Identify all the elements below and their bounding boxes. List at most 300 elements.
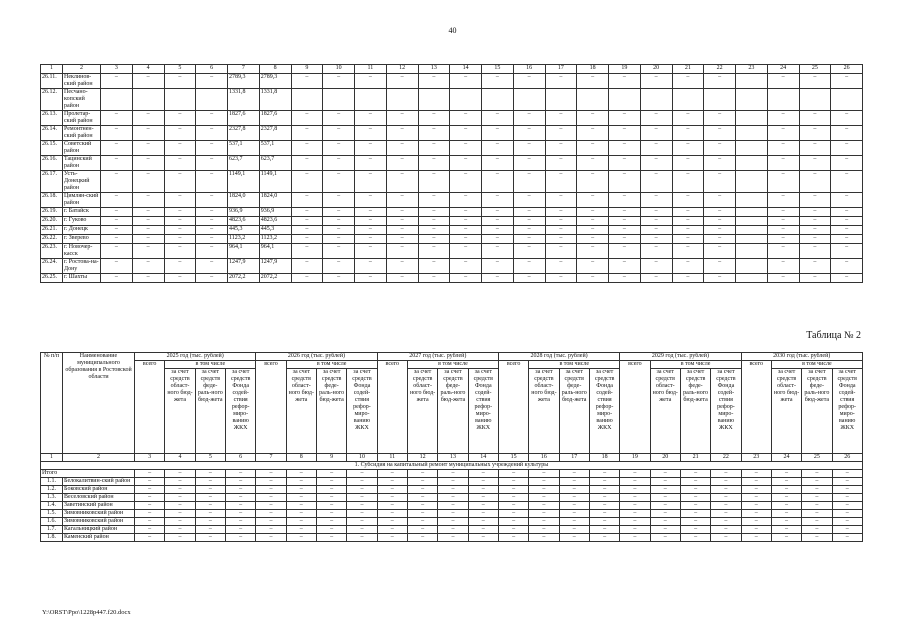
- dash-cell: –: [225, 534, 255, 542]
- table-row: [41, 534, 863, 542]
- dash-cell: –: [802, 526, 832, 534]
- dash-cell: –: [450, 156, 482, 171]
- dash-cell: –: [407, 526, 437, 534]
- dash-cell: –: [802, 510, 832, 518]
- dash-cell: –: [577, 171, 609, 193]
- column-number: 4: [132, 65, 164, 74]
- header-row-years: [41, 353, 863, 361]
- dash-cell: –: [640, 126, 672, 141]
- dash-cell: –: [165, 502, 195, 510]
- dash-cell: –: [529, 526, 559, 534]
- year-header: 2029 год (тыс. рублей): [620, 353, 741, 361]
- dash-cell: –: [386, 193, 418, 208]
- dash-cell: –: [741, 478, 771, 486]
- dash-cell: –: [609, 235, 641, 244]
- dash-cell: –: [672, 244, 704, 259]
- dash-cell: –: [286, 534, 316, 542]
- header-row-incl: [41, 361, 863, 369]
- dash-cell: –: [468, 470, 498, 478]
- dash-cell: –: [741, 486, 771, 494]
- empty-cell: [132, 89, 164, 111]
- dash-cell: –: [672, 141, 704, 156]
- empty-cell: [831, 89, 863, 111]
- value-cell: 1123,2: [259, 235, 291, 244]
- dash-cell: –: [355, 208, 387, 217]
- column-number: 15: [498, 454, 528, 462]
- dash-cell: –: [101, 274, 133, 283]
- row-number: 26.23.: [41, 244, 63, 259]
- dash-cell: –: [195, 502, 225, 510]
- dash-cell: –: [704, 217, 736, 226]
- dash-cell: –: [355, 111, 387, 126]
- dash-cell: –: [256, 526, 286, 534]
- dash-cell: –: [195, 534, 225, 542]
- dash-cell: –: [767, 235, 799, 244]
- dash-cell: –: [323, 235, 355, 244]
- dash-cell: –: [132, 74, 164, 89]
- table-row: [41, 141, 863, 156]
- dash-cell: –: [482, 208, 514, 217]
- dash-cell: –: [589, 494, 619, 502]
- dash-cell: –: [355, 156, 387, 171]
- dash-cell: –: [831, 141, 863, 156]
- column-number: 3: [135, 454, 165, 462]
- dash-cell: –: [498, 526, 528, 534]
- dash-cell: –: [438, 494, 468, 502]
- dash-cell: –: [135, 502, 165, 510]
- dash-cell: –: [559, 534, 589, 542]
- dash-cell: –: [545, 74, 577, 89]
- dash-cell: –: [545, 208, 577, 217]
- dash-cell: –: [802, 478, 832, 486]
- dash-cell: –: [316, 470, 346, 478]
- dash-cell: –: [513, 141, 545, 156]
- dash-cell: –: [418, 274, 450, 283]
- column-number: 21: [672, 65, 704, 74]
- empty-cell: [736, 259, 768, 274]
- dash-cell: –: [559, 502, 589, 510]
- dash-cell: –: [680, 510, 710, 518]
- dash-cell: –: [164, 274, 196, 283]
- incl-header: в том числе: [771, 361, 862, 369]
- federal-budget-header: за счет средств феде-раль-ного бюд-жета: [559, 369, 589, 454]
- value-cell: 445,3: [228, 226, 260, 235]
- dash-cell: –: [640, 226, 672, 235]
- dash-cell: –: [513, 111, 545, 126]
- dash-cell: –: [407, 470, 437, 478]
- dash-cell: –: [799, 74, 831, 89]
- regional-budget-header: за счет средств област-ного бюд-жета: [286, 369, 316, 454]
- value-cell: 2789,3: [228, 74, 260, 89]
- dash-cell: –: [799, 244, 831, 259]
- federal-budget-header: за счет средств феде-раль-ного бюд-жета: [438, 369, 468, 454]
- dash-cell: –: [498, 486, 528, 494]
- dash-cell: –: [704, 126, 736, 141]
- dash-cell: –: [418, 259, 450, 274]
- dash-cell: –: [286, 502, 316, 510]
- dash-cell: –: [256, 502, 286, 510]
- dash-cell: –: [609, 208, 641, 217]
- dash-cell: –: [256, 510, 286, 518]
- dash-cell: –: [672, 126, 704, 141]
- dash-cell: –: [164, 171, 196, 193]
- empty-cell: [736, 89, 768, 111]
- dash-cell: –: [377, 478, 407, 486]
- column-number: 22: [711, 454, 741, 462]
- dash-cell: –: [256, 518, 286, 526]
- empty-cell: [799, 89, 831, 111]
- row-number: 26.13.: [41, 111, 63, 126]
- dash-cell: –: [577, 217, 609, 226]
- dash-cell: –: [291, 193, 323, 208]
- dash-cell: –: [672, 259, 704, 274]
- incl-header: в том числе: [529, 361, 620, 369]
- dash-cell: –: [609, 217, 641, 226]
- dash-cell: –: [468, 478, 498, 486]
- dash-cell: –: [482, 274, 514, 283]
- dash-cell: –: [323, 226, 355, 235]
- value-cell: 1827,6: [259, 111, 291, 126]
- table-row: [41, 486, 863, 494]
- dash-cell: –: [831, 171, 863, 193]
- dash-cell: –: [650, 510, 680, 518]
- dash-cell: –: [355, 141, 387, 156]
- dash-cell: –: [165, 526, 195, 534]
- page-number: 40: [448, 26, 457, 35]
- empty-cell: [736, 226, 768, 235]
- dash-cell: –: [767, 274, 799, 283]
- dash-cell: –: [450, 171, 482, 193]
- dash-cell: –: [513, 171, 545, 193]
- value-cell: 1247,9: [228, 259, 260, 274]
- dash-cell: –: [438, 486, 468, 494]
- dash-cell: –: [545, 156, 577, 171]
- dash-cell: –: [559, 494, 589, 502]
- dash-cell: –: [135, 494, 165, 502]
- dash-cell: –: [195, 518, 225, 526]
- value-cell: 1149,1: [259, 171, 291, 193]
- dash-cell: –: [672, 193, 704, 208]
- value-cell: 2789,3: [259, 74, 291, 89]
- column-number: 9: [291, 65, 323, 74]
- regional-budget-header: за счет средств област-ного бюд-жета: [529, 369, 559, 454]
- year-header: 2028 год (тыс. рублей): [498, 353, 619, 361]
- dash-cell: –: [711, 510, 741, 518]
- dash-cell: –: [799, 141, 831, 156]
- column-number: 1: [41, 454, 63, 462]
- dash-cell: –: [286, 510, 316, 518]
- empty-cell: [640, 89, 672, 111]
- dash-cell: –: [165, 518, 195, 526]
- dash-cell: –: [196, 156, 228, 171]
- dash-cell: –: [418, 208, 450, 217]
- dash-cell: –: [704, 74, 736, 89]
- dash-cell: –: [831, 226, 863, 235]
- value-cell: 964,1: [228, 244, 260, 259]
- row-number: 26.18.: [41, 193, 63, 208]
- empty-cell: [355, 89, 387, 111]
- municipality-name: Веселовский район: [63, 494, 135, 502]
- dash-cell: –: [640, 74, 672, 89]
- empty-cell: [736, 141, 768, 156]
- dash-cell: –: [418, 244, 450, 259]
- dash-cell: –: [704, 156, 736, 171]
- column-number: 9: [316, 454, 346, 462]
- total-header: всего: [498, 361, 528, 454]
- row-number: 1.5.: [41, 510, 63, 518]
- dash-cell: –: [545, 259, 577, 274]
- dash-cell: –: [323, 244, 355, 259]
- dash-cell: –: [355, 74, 387, 89]
- name-header: Наименование муниципального образования в Ростовской области: [63, 353, 135, 454]
- dash-cell: –: [559, 478, 589, 486]
- dash-cell: –: [132, 244, 164, 259]
- dash-cell: –: [640, 156, 672, 171]
- dash-cell: –: [450, 226, 482, 235]
- value-cell: 623,7: [259, 156, 291, 171]
- dash-cell: –: [609, 111, 641, 126]
- dash-cell: –: [132, 171, 164, 193]
- dash-cell: –: [101, 217, 133, 226]
- dash-cell: –: [291, 111, 323, 126]
- column-number: 2: [63, 65, 101, 74]
- dash-cell: –: [482, 226, 514, 235]
- empty-cell: [609, 89, 641, 111]
- dash-cell: –: [468, 526, 498, 534]
- regional-budget-header: за счет средств област-ного бюд-жета: [165, 369, 195, 454]
- value-cell: 537,1: [228, 141, 260, 156]
- dash-cell: –: [355, 274, 387, 283]
- dash-cell: –: [101, 235, 133, 244]
- dash-cell: –: [609, 141, 641, 156]
- dash-cell: –: [771, 494, 801, 502]
- column-number: 6: [225, 454, 255, 462]
- dash-cell: –: [711, 518, 741, 526]
- dash-cell: –: [741, 494, 771, 502]
- dash-cell: –: [609, 74, 641, 89]
- municipality-name: Кагальницкий район: [63, 526, 135, 534]
- value-cell: 2327,8: [259, 126, 291, 141]
- column-number: 22: [704, 65, 736, 74]
- dash-cell: –: [468, 510, 498, 518]
- dash-cell: –: [196, 244, 228, 259]
- dash-cell: –: [132, 126, 164, 141]
- column-number: 24: [771, 454, 801, 462]
- row-number: 26.25.: [41, 274, 63, 283]
- dash-cell: –: [355, 235, 387, 244]
- dash-cell: –: [767, 126, 799, 141]
- dash-cell: –: [132, 156, 164, 171]
- dash-cell: –: [418, 111, 450, 126]
- year-header: 2025 год (тыс. рублей): [135, 353, 256, 361]
- table-row: [41, 518, 863, 526]
- dash-cell: –: [386, 171, 418, 193]
- dash-cell: –: [165, 470, 195, 478]
- housing-fund-header: за счет средств Фонда содей-ствия рефор-миро-ванию ЖКХ: [832, 369, 862, 454]
- dash-cell: –: [577, 226, 609, 235]
- empty-cell: [482, 89, 514, 111]
- dash-cell: –: [767, 156, 799, 171]
- dash-cell: –: [680, 526, 710, 534]
- row-number: 26.21.: [41, 226, 63, 235]
- table-row: [41, 510, 863, 518]
- column-number: 6: [196, 65, 228, 74]
- dash-cell: –: [589, 470, 619, 478]
- dash-cell: –: [767, 74, 799, 89]
- dash-cell: –: [286, 470, 316, 478]
- dash-cell: –: [316, 518, 346, 526]
- dash-cell: –: [620, 518, 650, 526]
- empty-cell: [736, 126, 768, 141]
- dash-cell: –: [355, 244, 387, 259]
- dash-cell: –: [513, 208, 545, 217]
- dash-cell: –: [386, 111, 418, 126]
- dash-cell: –: [482, 259, 514, 274]
- dash-cell: –: [450, 259, 482, 274]
- dash-cell: –: [640, 235, 672, 244]
- dash-cell: –: [640, 217, 672, 226]
- dash-cell: –: [559, 518, 589, 526]
- dash-cell: –: [291, 171, 323, 193]
- column-number: 17: [545, 65, 577, 74]
- dash-cell: –: [195, 526, 225, 534]
- dash-cell: –: [577, 74, 609, 89]
- table-row: [41, 226, 863, 235]
- dash-cell: –: [291, 141, 323, 156]
- municipality-name: Усть-Донецкий район: [63, 171, 101, 193]
- table-row: [41, 126, 863, 141]
- dash-cell: –: [704, 111, 736, 126]
- dash-cell: –: [498, 494, 528, 502]
- federal-budget-header: за счет средств феде-раль-ного бюд-жета: [802, 369, 832, 454]
- column-number: 13: [418, 65, 450, 74]
- dash-cell: –: [132, 208, 164, 217]
- table-row: [41, 217, 863, 226]
- dash-cell: –: [577, 126, 609, 141]
- dash-cell: –: [672, 111, 704, 126]
- table-title: Таблица № 2: [806, 330, 861, 341]
- dash-cell: –: [545, 141, 577, 156]
- dash-cell: –: [832, 494, 862, 502]
- row-number: 1.8.: [41, 534, 63, 542]
- municipality-name: Неклинов-ский район: [63, 74, 101, 89]
- dash-cell: –: [407, 478, 437, 486]
- dash-cell: –: [640, 141, 672, 156]
- empty-cell: [767, 89, 799, 111]
- column-number: 26: [832, 454, 862, 462]
- dash-cell: –: [256, 494, 286, 502]
- dash-cell: –: [577, 156, 609, 171]
- dash-cell: –: [640, 171, 672, 193]
- dash-cell: –: [545, 217, 577, 226]
- dash-cell: –: [286, 518, 316, 526]
- housing-fund-header: за счет средств Фонда содей-ствия рефор-миро-ванию ЖКХ: [468, 369, 498, 454]
- total-header: всего: [620, 361, 650, 454]
- dash-cell: –: [650, 470, 680, 478]
- year-header: 2026 год (тыс. рублей): [256, 353, 377, 361]
- dash-cell: –: [135, 478, 165, 486]
- dash-cell: –: [195, 486, 225, 494]
- dash-cell: –: [609, 259, 641, 274]
- dash-cell: –: [577, 111, 609, 126]
- dash-cell: –: [132, 141, 164, 156]
- dash-cell: –: [640, 111, 672, 126]
- section-row: [41, 462, 863, 470]
- dash-cell: –: [164, 226, 196, 235]
- table-row: [41, 171, 863, 193]
- column-number: 7: [228, 65, 260, 74]
- dash-cell: –: [418, 171, 450, 193]
- municipality-name: Каменский район: [63, 534, 135, 542]
- dash-cell: –: [291, 244, 323, 259]
- column-number: 5: [195, 454, 225, 462]
- dash-cell: –: [771, 510, 801, 518]
- empty-cell: [386, 89, 418, 111]
- total-header: всего: [741, 361, 771, 454]
- dash-cell: –: [135, 534, 165, 542]
- column-number: 20: [640, 65, 672, 74]
- dash-cell: –: [577, 208, 609, 217]
- dash-cell: –: [559, 470, 589, 478]
- dash-cell: –: [347, 470, 377, 478]
- dash-cell: –: [680, 494, 710, 502]
- dash-cell: –: [482, 217, 514, 226]
- dash-cell: –: [832, 518, 862, 526]
- dash-cell: –: [132, 217, 164, 226]
- dash-cell: –: [771, 526, 801, 534]
- dash-cell: –: [620, 502, 650, 510]
- dash-cell: –: [316, 502, 346, 510]
- dash-cell: –: [101, 126, 133, 141]
- dash-cell: –: [529, 478, 559, 486]
- dash-cell: –: [545, 244, 577, 259]
- dash-cell: –: [196, 126, 228, 141]
- value-cell: 964,1: [259, 244, 291, 259]
- dash-cell: –: [377, 486, 407, 494]
- dash-cell: –: [799, 156, 831, 171]
- dash-cell: –: [513, 126, 545, 141]
- column-number: 12: [407, 454, 437, 462]
- year-header: 2030 год (тыс. рублей): [741, 353, 862, 361]
- dash-cell: –: [545, 126, 577, 141]
- dash-cell: –: [347, 526, 377, 534]
- dash-cell: –: [225, 526, 255, 534]
- dash-cell: –: [101, 226, 133, 235]
- empty-cell: [450, 89, 482, 111]
- empty-cell: [196, 89, 228, 111]
- continued-table: [40, 64, 863, 283]
- dash-cell: –: [741, 510, 771, 518]
- dash-cell: –: [799, 208, 831, 217]
- value-cell: 936,9: [259, 208, 291, 217]
- dash-cell: –: [286, 526, 316, 534]
- dash-cell: –: [545, 193, 577, 208]
- dash-cell: –: [347, 534, 377, 542]
- dash-cell: –: [355, 259, 387, 274]
- empty-cell: [704, 89, 736, 111]
- dash-cell: –: [196, 235, 228, 244]
- row-number: 26.22.: [41, 235, 63, 244]
- dash-cell: –: [323, 141, 355, 156]
- municipality-name: Тацинский район: [63, 156, 101, 171]
- dash-cell: –: [672, 235, 704, 244]
- dash-cell: –: [767, 259, 799, 274]
- dash-cell: –: [831, 126, 863, 141]
- value-cell: 1824,0: [228, 193, 260, 208]
- total-header: всего: [377, 361, 407, 454]
- dash-cell: –: [323, 126, 355, 141]
- value-cell: 2327,8: [228, 126, 260, 141]
